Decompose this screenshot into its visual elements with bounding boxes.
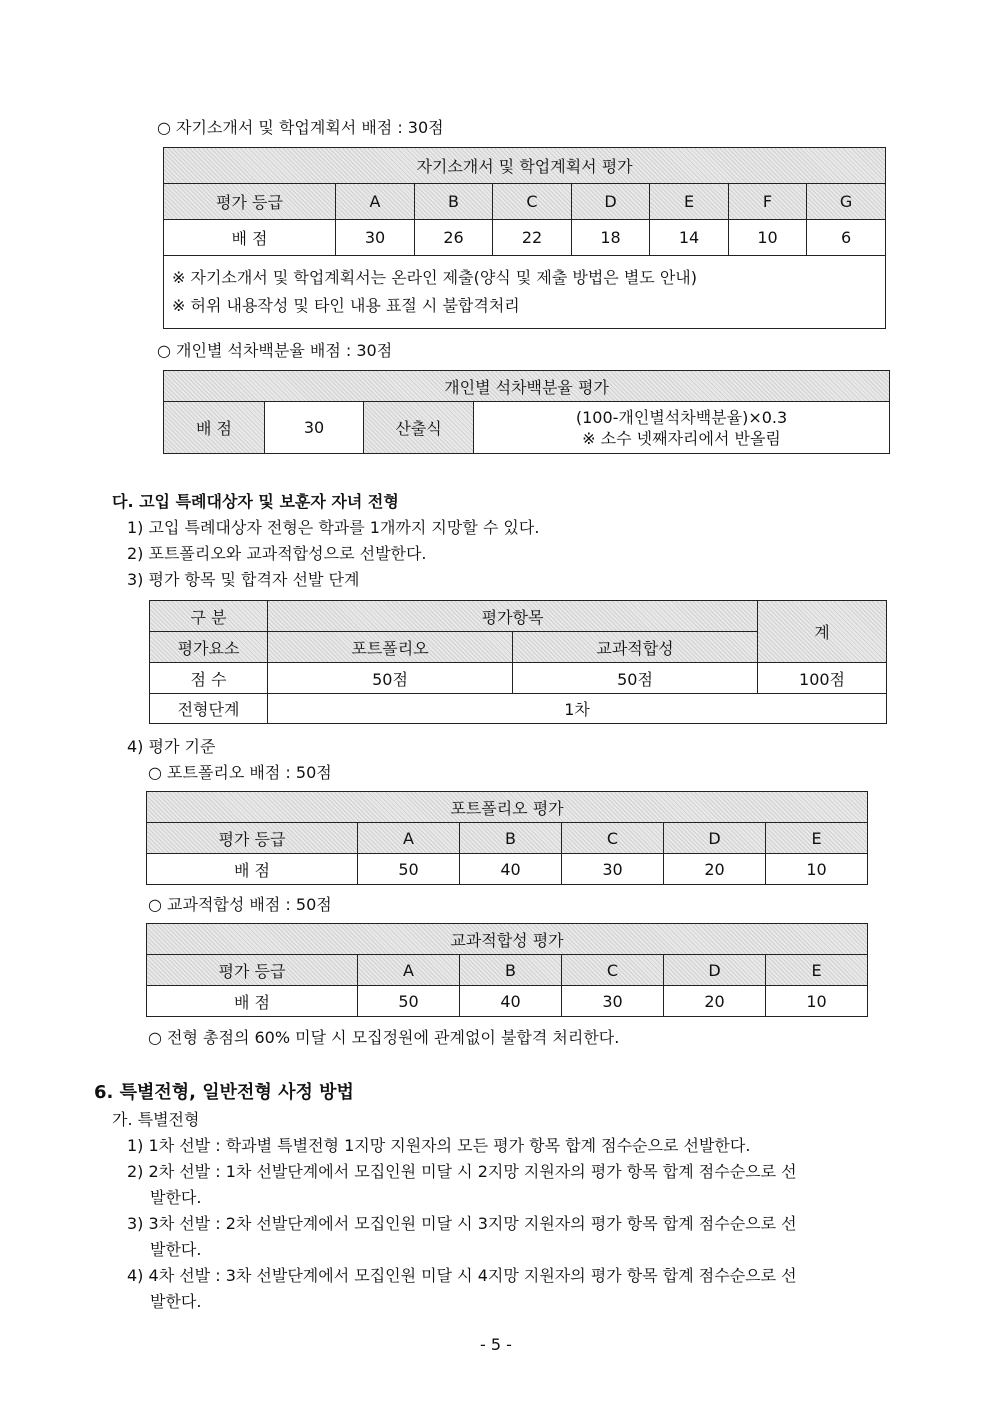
- score-cell: 30: [562, 986, 664, 1017]
- row-score: 점 수: [150, 663, 268, 694]
- grade-cell: C: [562, 955, 664, 986]
- col-total: 계: [758, 601, 887, 663]
- score-cell: 26: [415, 220, 493, 256]
- total-score: 100점: [758, 663, 887, 694]
- grade-cell: A: [358, 823, 460, 854]
- rank-percentile-table: [163, 370, 890, 454]
- self-intro-notes: [164, 256, 886, 329]
- fitness-header: 교과적합성: [513, 632, 758, 663]
- list-item: 2) 포트폴리오와 교과적합성으로 선발한다.: [127, 544, 427, 563]
- grade-cell: E: [766, 955, 868, 986]
- note-plagiarism: ※ 허위 내용작성 및 타인 내용 표절 시 불합격처리: [172, 296, 520, 315]
- note-online-submit: ※ 자기소개서 및 학업계획서는 온라인 제출(양식 및 제출 방법은 별도 안내): [172, 268, 697, 287]
- list-item-continuation: 발한다.: [150, 1188, 202, 1207]
- row-eval-elements: 평가요소: [150, 632, 268, 663]
- grade-label: 평가 등급: [147, 955, 358, 986]
- grade-cell: E: [766, 823, 868, 854]
- evaluation-items-table: [149, 600, 887, 724]
- fail-threshold-note: ○ 전형 총점의 60% 미달 시 모집정원에 관계없이 불합격 처리한다.: [148, 1028, 620, 1047]
- formula-text: (100-개인별석차백분율)×0.3: [575, 407, 788, 427]
- list-item: 3) 평가 항목 및 합격자 선발 단계: [127, 570, 360, 589]
- score-label: 배 점: [164, 402, 265, 454]
- list-item-continuation: 발한다.: [150, 1240, 202, 1259]
- score-cell: 14: [650, 220, 729, 256]
- list-item: 3) 3차 선발 : 2차 선발단계에서 모집인원 미달 시 3지망 지원자의 평가 항목 합계 점수순으로 선: [127, 1214, 797, 1233]
- subheading-special: 가. 특별전형: [112, 1110, 200, 1129]
- score-value: 30: [265, 402, 364, 454]
- grade-cell: D: [572, 184, 650, 220]
- score-cell: 30: [562, 854, 664, 885]
- grade-cell: B: [415, 184, 493, 220]
- fitness-bullet: ○ 교과적합성 배점 : 50점: [148, 895, 332, 914]
- score-cell: 6: [807, 220, 886, 256]
- score-label: 배 점: [164, 220, 336, 256]
- section-heading-special: 다. 고입 특례대상자 및 보훈자 자녀 전형: [112, 492, 399, 511]
- list-item: 2) 2차 선발 : 1차 선발단계에서 모집인원 미달 시 2지망 지원자의 평가 항목 합계 점수순으로 선: [127, 1162, 797, 1181]
- col-eval-items: 평가항목: [268, 601, 758, 632]
- score-cell: 50: [358, 986, 460, 1017]
- stage-value: 1차: [268, 694, 887, 724]
- rounding-note: ※ 소수 넷째자리에서 반올림: [582, 428, 781, 448]
- fitness-table: [146, 923, 868, 1017]
- portfolio-score: 50점: [268, 663, 513, 694]
- score-cell: 40: [460, 854, 562, 885]
- score-label: 배 점: [147, 986, 358, 1017]
- fitness-score: 50점: [513, 663, 758, 694]
- formula-label: 산출식: [364, 402, 474, 454]
- list-item: 4) 평가 기준: [127, 737, 216, 756]
- score-cell: 10: [766, 854, 868, 885]
- grade-cell: B: [460, 955, 562, 986]
- score-cell: 30: [336, 220, 415, 256]
- grade-cell: C: [562, 823, 664, 854]
- list-item: 1) 고입 특례대상자 전형은 학과를 1개까지 지망할 수 있다.: [127, 518, 540, 537]
- score-cell: 20: [664, 986, 766, 1017]
- grade-cell: G: [807, 184, 886, 220]
- col-gubun: 구 분: [150, 601, 268, 632]
- page-number: - 5 -: [480, 1335, 512, 1354]
- grade-cell: A: [358, 955, 460, 986]
- portfolio-table: [146, 791, 868, 885]
- score-cell: 22: [493, 220, 572, 256]
- score-cell: 18: [572, 220, 650, 256]
- score-cell: 10: [729, 220, 807, 256]
- formula-cell: [474, 402, 890, 454]
- score-cell: 50: [358, 854, 460, 885]
- portfolio-bullet: ○ 포트폴리오 배점 : 50점: [148, 763, 332, 782]
- grade-label: 평가 등급: [147, 823, 358, 854]
- section-heading-6: 6. 특별전형, 일반전형 사정 방법: [94, 1082, 354, 1103]
- fitness-table-title: 교과적합성 평가: [147, 924, 868, 955]
- grade-label: 평가 등급: [164, 184, 336, 220]
- grade-cell: D: [664, 823, 766, 854]
- self-intro-table: [163, 147, 886, 329]
- portfolio-table-title: 포트폴리오 평가: [147, 792, 868, 823]
- list-item: 1) 1차 선발 : 학과별 특별전형 1지망 지원자의 모든 평가 항목 합계 점수순으로 선발한다.: [127, 1136, 751, 1155]
- portfolio-header: 포트폴리오: [268, 632, 513, 663]
- list-item: 4) 4차 선발 : 3차 선발단계에서 모집인원 미달 시 4지망 지원자의 평가 항목 합계 점수순으로 선: [127, 1266, 797, 1285]
- grade-cell: C: [493, 184, 572, 220]
- rank-percentile-bullet: ○ 개인별 석차백분율 배점 : 30점: [157, 341, 393, 360]
- score-cell: 20: [664, 854, 766, 885]
- row-stage: 전형단계: [150, 694, 268, 724]
- grade-cell: B: [460, 823, 562, 854]
- self-intro-table-title: 자기소개서 및 학업계획서 평가: [164, 148, 886, 184]
- rank-table-title: 개인별 석차백분율 평가: [164, 371, 890, 402]
- self-intro-bullet: ○ 자기소개서 및 학업계획서 배점 : 30점: [157, 118, 444, 137]
- score-label: 배 점: [147, 854, 358, 885]
- list-item-continuation: 발한다.: [150, 1292, 202, 1311]
- grade-cell: A: [336, 184, 415, 220]
- grade-cell: D: [664, 955, 766, 986]
- score-cell: 10: [766, 986, 868, 1017]
- score-cell: 40: [460, 986, 562, 1017]
- grade-cell: F: [729, 184, 807, 220]
- grade-cell: E: [650, 184, 729, 220]
